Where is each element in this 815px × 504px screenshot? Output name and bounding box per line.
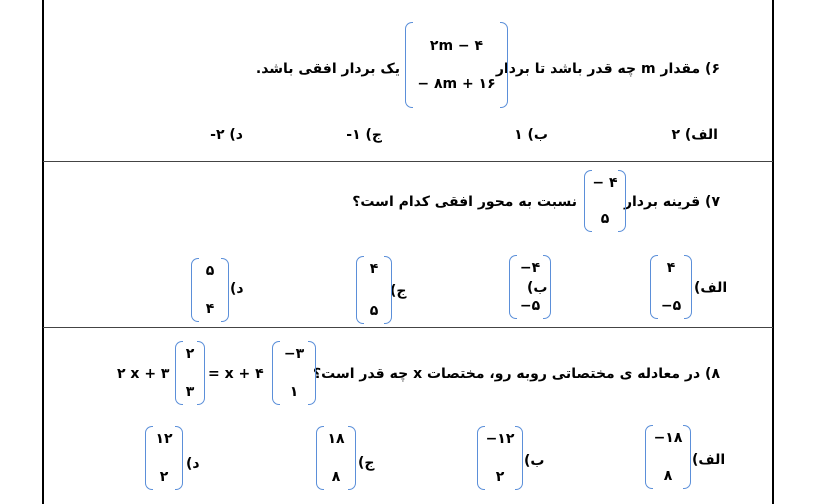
vector-bottom: ۵ (369, 303, 379, 319)
q8-equation-mid: = x + ۴ (208, 366, 264, 382)
left-bracket (405, 22, 413, 108)
vector-top: ۱۸ (327, 431, 345, 447)
vector-top: −۴ (519, 260, 541, 276)
q8-option-c-label[interactable]: ج) (358, 455, 375, 471)
q7-vector-top: − ۴ (592, 175, 618, 191)
q8-option-a-label[interactable]: الف) (692, 452, 726, 468)
vector-top: −۱۸ (653, 430, 683, 446)
vector-top: ۲ (185, 346, 195, 362)
q7-text-part2: نسبت به محور افقی کدام است؟ (352, 194, 577, 210)
q8-option-d-label[interactable]: د) (186, 456, 200, 472)
vector-bottom: ۸ (663, 468, 673, 484)
q8-option-b-vector[interactable] (477, 426, 523, 490)
divider-q6-q7 (43, 161, 773, 162)
q7-option-c-label[interactable]: ج) (390, 283, 407, 299)
q6-option-c[interactable]: ج) ۱- (346, 127, 382, 143)
q7-option-d-label[interactable]: د) (230, 281, 244, 297)
q7-option-c-vector[interactable] (356, 256, 392, 324)
q8-equation-left: ۲ x + ۳ (117, 366, 170, 382)
q6-option-b[interactable]: ب) ۱ (514, 127, 548, 143)
q7-vector-bottom: ۵ (600, 211, 610, 227)
q7-vector (584, 170, 626, 232)
q8-vector-a (175, 341, 205, 405)
q7-option-d-vector[interactable] (191, 258, 229, 322)
q8-option-c-vector[interactable] (316, 426, 356, 490)
vector-top: ۴ (369, 261, 379, 277)
vector-bottom: −۵ (519, 298, 541, 314)
q6-text-line1: ۶) مقدار m چه قدر باشد تا بردار (495, 61, 720, 77)
q8-vector-b (272, 341, 316, 405)
divider-q7-q8 (43, 327, 773, 328)
right-bracket (500, 22, 508, 108)
right-border-line (772, 0, 774, 504)
q6-option-a[interactable]: الف) ۲ (671, 127, 718, 143)
q7-option-b-vector[interactable] (509, 255, 551, 319)
q7-option-a-vector[interactable] (650, 255, 692, 319)
q6-vector-bottom: − ۸m + ۱۶ (417, 76, 496, 92)
q7-text-part1: ۷) قرینه بردار (623, 194, 720, 210)
q6-text-line2: یک بردار افقی باشد. (255, 61, 400, 77)
q6-option-d[interactable]: د) ۲- (210, 127, 243, 143)
vector-bottom: −۵ (660, 298, 682, 314)
vector-bottom: ۸ (331, 469, 341, 485)
q8-option-a-vector[interactable] (645, 425, 691, 489)
vector-bottom: ۴ (205, 301, 215, 317)
q8-text: ۸) در معادله ی مختصاتی روبه رو، مختصات x چه قدر است؟ (313, 366, 720, 382)
q8-option-b-label[interactable]: ب) (524, 453, 545, 469)
left-border-line (42, 0, 44, 504)
q6-vector-top: ۲m − ۴ (429, 38, 484, 54)
vector-top: ۵ (205, 263, 215, 279)
vector-bottom: ۲ (495, 469, 505, 485)
vector-bottom: ۱ (289, 384, 299, 400)
vector-top: ۱۲ (155, 431, 173, 447)
vector-bottom: ۳ (185, 384, 195, 400)
q7-option-a-label[interactable]: الف) (694, 280, 728, 296)
q7-option-b-label[interactable]: ب) (527, 280, 548, 296)
q6-vector (405, 22, 508, 108)
vector-top: ۴ (666, 260, 676, 276)
vector-top: −۱۲ (485, 431, 515, 447)
q8-option-d-vector[interactable] (145, 426, 183, 490)
vector-top: −۳ (283, 346, 305, 362)
vector-bottom: ۲ (159, 469, 169, 485)
